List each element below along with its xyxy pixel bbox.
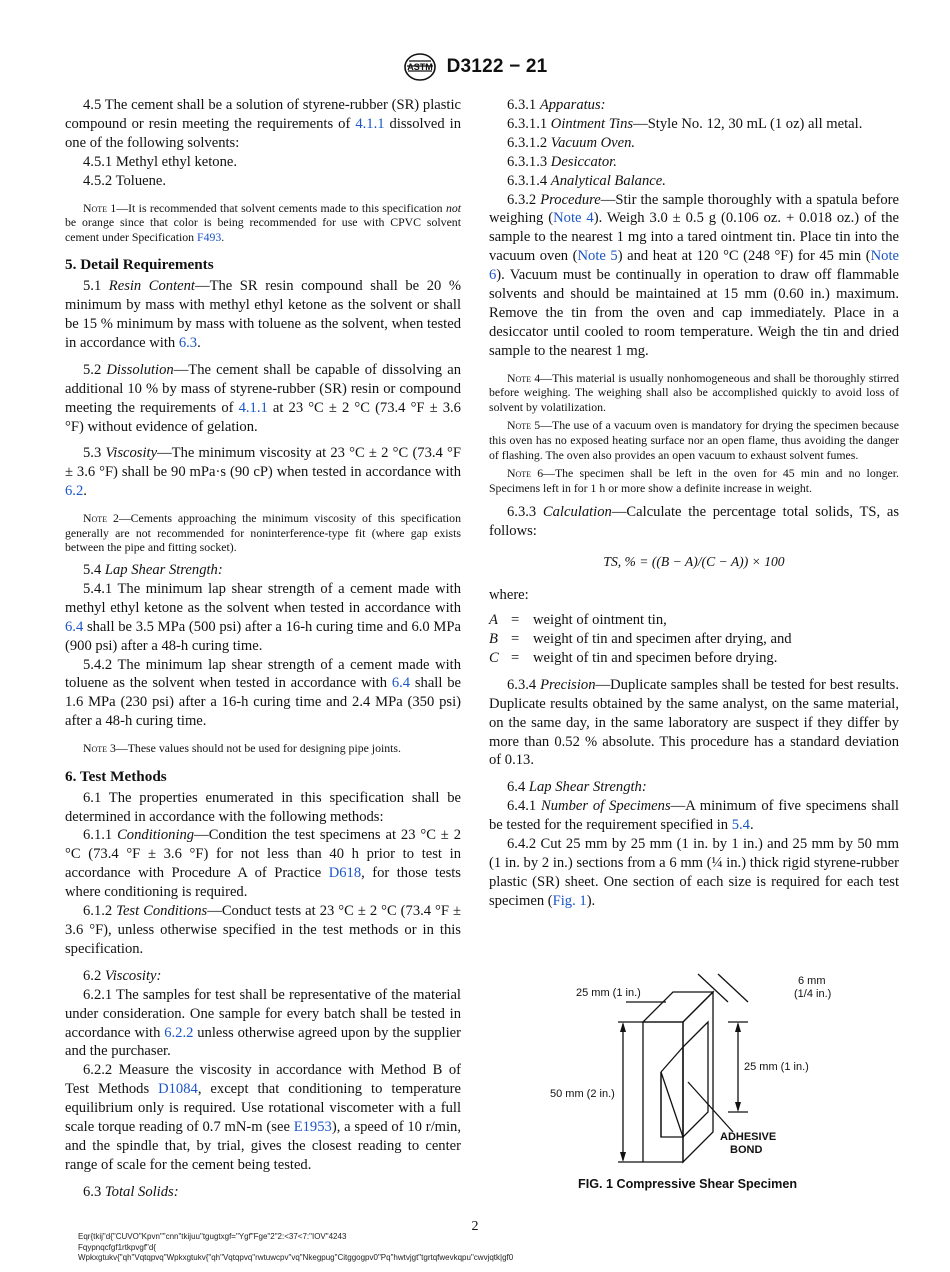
paragraph-5-3: 5.3 Viscosity—The minimum viscosity at 23 °C ± 2 °C (73.4 °F ± 3.6 °F) shall be 90 mPa·s (90 cP) when tested in accordance with 6.2. — [65, 445, 461, 500]
paragraph-6-3-1-1: 6.3.1.1 Ointment Tins—Style No. 12, 30 mL (1 oz) all metal. — [507, 115, 863, 132]
adhesive-label: ADHESIVE — [720, 1131, 777, 1143]
dim-label-top: 25 mm (1 in.) — [576, 987, 641, 999]
link-note-4[interactable]: Note 4 — [553, 210, 594, 227]
paragraph-5-2: 5.2 Dissolution—The cement shall be capable of dissolving an additional 10 % by mass of styrene-rubber (SR) resin or compound meeting the requirements of 4.1.1 at 23 °C ± 2 °C (73.4 °F ± 3.6 °F) without evidence of gelation. — [65, 361, 461, 435]
link-e1953[interactable]: E1953 — [293, 1119, 332, 1136]
link-6-4[interactable]: 6.4 — [65, 618, 84, 635]
left-column — [65, 96, 461, 1202]
link-d1084[interactable]: D1084 — [158, 1081, 198, 1098]
dim-label-thickness: 6 mm — [798, 975, 826, 987]
paragraph-6-1-2: 6.1.2 Test Conditions—Conduct tests at 23 °C ± 2 °C (73.4 °F ± 3.6 °F), unless otherwise specified in the test methods or in this specification. — [65, 903, 461, 957]
variable-item: A = weight of ointment tin, — [489, 612, 667, 629]
large-block-top — [643, 992, 713, 1022]
paragraph-6-3-2: 6.3.2 Procedure—Stir the sample thoroughly with a spatula before weighing (Note 4). Weigh 3.0 ± 0.5 g (0.106 oz. + 0.018 oz.) of the sample to the nearest 1 mg into a tared ointment tin. Place tin into the vacuum oven (Note 5) and heat at 120 °C (248 °F) for 45 min (Note 6). Vacuum must be continually in operation to draw off flammable solvents and should be maintained at 15 mm (0.60 in.) maximum. Remove the tin from the oven and cap immediately. Place in a desiccator until cooled to room temperature. Weigh the tin and dried sample to the nearest 1 mg. — [489, 191, 899, 359]
link-5-4[interactable]: 5.4 — [731, 817, 750, 834]
link-6-2[interactable]: 6.2 — [65, 483, 84, 500]
link-f493[interactable]: F493 — [197, 229, 222, 244]
note-1: Note 1—It is recommended that solvent cements made to this specification not be orange since that color is being recommended for use with CPVC solvent cement under Specification F493. — [65, 200, 462, 244]
link-d618[interactable]: D618 — [328, 865, 362, 882]
right-column — [489, 96, 899, 911]
paragraph-6-3-1-2: 6.3.1.2 Vacuum Oven. — [507, 134, 636, 151]
svg-text:ASTM: ASTM — [406, 62, 433, 72]
footer-line: Wpkxgtukv{"qh"Vqtqpvq"Wpkxgtukv{"qh"Vqtqpvq"rwtuwcpv"vq"Nkegpug"Citggogpv0"Pq"hwtvjgt"tgrtqfwevkqpu"cwvjqtk|gf0 — [78, 1253, 514, 1262]
paragraph-6-4-1: 6.4.1 Number of Specimens—A minimum of five specimens shall be tested for the requirement specified in 5.4. — [489, 798, 899, 834]
document-code: D3122 − 21 — [446, 56, 548, 77]
paragraph-6-2-2: 6.2.2 Measure the viscosity in accordance with Method B of Test Methods D1084, except that conditioning to temperature equilibrium only is required. Use rotational viscometer with a full scale torque reading of 0.7 mN-m (see E1953), a speed of 10 r/min, and the spindle that, by trial, gives the closest reading to center range of scale for the cement being tested. — [65, 1062, 461, 1173]
paragraph-5-4-1: 5.4.1 The minimum lap shear strength of a cement made with methyl ethyl ketone as the solvent when tested in accordance with 6.4 shall be 3.5 MPa (500 psi) after a 16-h curing time and 6.0 MPa (900 psi) after a 48-h curing time. — [65, 580, 461, 654]
note-2: Note 2—Cements approaching the minimum viscosity of this specification generally are not recommended for noninterference-type fit (where gap exists between the pipe and fitting socket). — [65, 511, 461, 555]
paragraph-6-2: 6.2 Viscosity: — [83, 967, 162, 984]
small-block-front — [661, 1072, 683, 1137]
paragraph-6-1-1: 6.1.1 Conditioning—Condition the test specimens at 23 °C ± 2 °C (73.4 °F ± 3.6 °F) for not less than 40 h prior to test in accordance with Procedure A of Practice D618, for those tests where conditioning is required. — [65, 827, 461, 901]
link-6-4[interactable]: 6.4 — [391, 675, 411, 692]
paragraph-4-5-2: 4.5.2 Toluene. — [83, 172, 167, 189]
paragraph-6-3-3: 6.3.3 Calculation—Calculate the percentage total solids, TS, as follows: — [489, 504, 899, 540]
link-4-1-1[interactable]: 4.1.1 — [355, 115, 385, 132]
paragraph-6-4: 6.4 Lap Shear Strength: — [507, 779, 647, 796]
link-note-5[interactable]: Note 5 — [577, 248, 618, 265]
note-3: Note 3—These values should not be used for designing pipe joints. — [83, 741, 401, 756]
section-heading-5: 5. Detail Requirements — [65, 256, 214, 274]
page-number: 2 — [471, 1219, 479, 1234]
license-footer — [78, 1232, 698, 1264]
link-6-3[interactable]: 6.3 — [178, 334, 198, 351]
dim-label-right: 25 mm (1 in.) — [744, 1061, 809, 1073]
note-5: Note 5—The use of a vacuum oven is mandatory for drying the specimen because this oven has no exposed heating surface nor an open flame, thus avoiding the danger of flashing. The oven also provides an open vacuum to exhaust solvent fumes. — [489, 418, 900, 462]
large-block-front — [643, 1022, 683, 1162]
footer-line: Eqr{tkij"d{"CUVO"Kpvn""cnn"tkijuu"tgugtxgf="Ygf"Fge"2"2:<37<7:"IOV"4243 — [78, 1232, 347, 1241]
bond-label: BOND — [730, 1144, 763, 1156]
paragraph-6-3-1: 6.3.1 Apparatus: — [507, 97, 606, 113]
paragraph-5-1: 5.1 Resin Content—The SR resin compound shall be 20 % minimum by mass with methyl ethyl ketone as the solvent or shall be 15 % minimum by mass with toluene as the solvent, when tested in accordance with 6.3. — [65, 278, 461, 351]
paragraph-6-3-1-3: 6.3.1.3 Desiccator. — [507, 153, 617, 170]
paragraph-5-4: 5.4 Lap Shear Strength: — [83, 561, 223, 578]
figure-1-diagram — [548, 962, 868, 1172]
small-block-side — [683, 1022, 708, 1137]
paragraph-6-1: 6.1 The properties enumerated in this specification shall be determined in accordance with the following methods: — [65, 789, 461, 825]
footer-line: Fqypnqcfgf1rtkpvgf"d{ — [78, 1242, 156, 1252]
section-heading-6: 6. Test Methods — [65, 767, 167, 785]
variable-item: B = weight of tin and specimen after drying, and — [489, 630, 792, 647]
paragraph-4-5: 4.5 The cement shall be a solution of styrene-rubber (SR) plastic compound or resin meeting the requirements of 4.1.1 dissolved in one of the following solvents: — [65, 97, 462, 151]
astm-logo-icon — [403, 52, 437, 82]
variable-item: C = weight of tin and specimen before drying. — [489, 649, 778, 666]
note-6: Note 6—The specimen shall be left in the oven for 45 min and no longer. Specimens left in for 1 h or more show a definite increase in weight. — [489, 466, 899, 495]
link-6-2-2[interactable]: 6.2.2 — [164, 1024, 194, 1041]
paragraph-6-4-2: 6.4.2 Cut 25 mm by 25 mm (1 in. by 1 in.) and 25 mm by 50 mm (1 in. by 2 in.) sections from a 6 mm (¼ in.) thick rigid styrene-rubber plastic (SR) sheet. One section of each size is required for each test specimen (Fig. 1). — [489, 836, 899, 909]
total-solids-equation: TS, % = ((B − A)/(C − A)) × 100 — [603, 554, 785, 570]
page-header — [0, 52, 950, 82]
note-4: Note 4—This material is usually nonhomogeneous and shall be thoroughly stirred before weighing. The weighing shall also be accomplished quickly to avoid loss of solvent by volatilization. — [489, 370, 899, 414]
paragraph-6-3-1-4: 6.3.1.4 Analytical Balance. — [507, 172, 666, 189]
link-fig-1[interactable]: Fig. 1 — [552, 892, 587, 909]
paragraph-4-5-1: 4.5.1 Methyl ethyl ketone. — [83, 153, 238, 170]
paragraph-6-3: 6.3 Total Solids: — [83, 1183, 179, 1200]
link-4-1-1[interactable]: 4.1.1 — [238, 399, 268, 416]
paragraph-6-2-1: 6.2.1 The samples for test shall be representative of the material under consideration. One sample for every batch shall be tested in accordance with 6.2.2 unless otherwise agreed upon by the supplier and the purchaser. — [65, 986, 461, 1060]
dim-label-left: 50 mm (2 in.) — [550, 1088, 615, 1100]
paragraph-5-4-2: 5.4.2 The minimum lap shear strength of a cement made with toluene as the solvent when tested in accordance with 6.4 shall be 1.6 MPa (230 psi) after a 16-h curing time and 2.4 MPa (350 psi) after a 48-h curing time. — [65, 656, 461, 730]
where-label: where: — [489, 587, 529, 604]
paragraph-6-3-4: 6.3.4 Precision—Duplicate samples shall be tested for best results. Duplicate results obtained by the same analyst, on the same material, on the same day, in the same laboratory are suspect if they differ by more than 0.52 % absolute. This procedure has a standard deviation of 0.13. — [489, 676, 900, 769]
link-note-6[interactable]: Note 6 — [489, 248, 899, 284]
figure-1-caption: FIG. 1 Compressive Shear Specimen — [578, 1177, 798, 1191]
dim-label-thickness-in: (1/4 in.) — [794, 988, 832, 1000]
variable-list — [489, 611, 899, 668]
